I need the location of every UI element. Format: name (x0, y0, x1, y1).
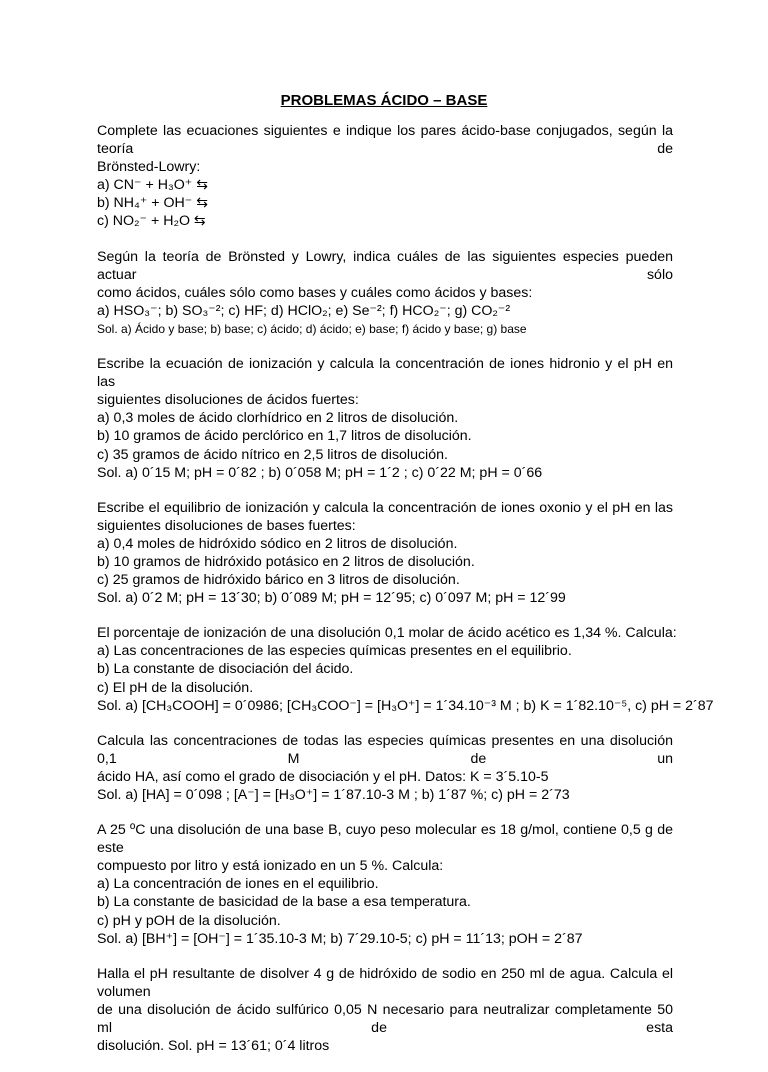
problem-line: Sol. a) [BH⁺] = [OH⁻] = 1´35.10-3 M; b) 7´29.10-5; c) pH = 11´13; pOH = 2´87 (97, 930, 583, 947)
problem-line: Escribe la ecuación de ionización y calcula la concentración de iones hidronio y el pH en las (97, 356, 673, 391)
problem-line: compuesto por litro y está ionizado en un 5 %. Calcula: (97, 858, 444, 875)
problem-line: b) NH₄⁺ + OH⁻ ⇆ (97, 195, 209, 212)
problem-line: c) pH y pOH de la disolución. (97, 912, 281, 929)
problem-4 (97, 499, 673, 608)
problem-line: a) CN⁻ + H₃O⁺ ⇆ (97, 177, 209, 194)
problem-line: Escribe el equilibrio de ionización y calcula la concentración de iones oxonio y el pH en las (97, 499, 673, 516)
problem-5 (97, 624, 714, 714)
problem-line: El porcentaje de ionización de una disolución 0,1 molar de ácido acético es 1,34 %. Calcula: (97, 625, 677, 642)
problem-line: b) La constante de disociación del ácido. (97, 661, 354, 678)
problem-line: Sol. a) 0´2 M; pH = 13´30; b) 0´089 M; pH = 12´95; c) 0´097 M; pH = 12´99 (97, 590, 566, 607)
document-body (97, 122, 714, 1072)
problem-line: c) NO₂⁻ + H₂O ⇆ (97, 213, 206, 230)
problem-line: Brönsted-Lowry: (97, 159, 201, 176)
problem-line: c) 25 gramos de hidróxido bárico en 3 litros de disolución. (97, 572, 460, 589)
problem-line: Sol. a) 0´15 M; pH = 0´82 ; b) 0´058 M; pH = 1´2 ; c) 0´22 M; pH = 0´66 (97, 464, 543, 481)
problem-line: a) Las concentraciones de las especies químicas presentes en el equilibrio. (97, 643, 572, 660)
page-title: PROBLEMAS ÁCIDO – BASE (280, 92, 488, 109)
problem-line: disolución. Sol. pH = 13´61; 0´4 litros (97, 1038, 330, 1055)
problem-3 (97, 355, 673, 482)
problem-1 (97, 122, 673, 231)
problem-line: a) 0,3 moles de ácido clorhídrico en 2 litros de disolución. (97, 410, 459, 427)
problem-line: ácido HA, así como el grado de disociación y el pH. Datos: K = 3´5.10-5 (97, 768, 549, 785)
problem-2 (97, 248, 673, 338)
problem-line: a) La concentración de iones en el equilibrio. (97, 876, 379, 893)
problem-line: como ácidos, cuáles sólo como bases y cuáles como ácidos y bases: (97, 284, 533, 301)
problem-line: Halla el pH resultante de disolver 4 g de hidróxido de sodio en 250 ml de agua. Calcula el volumen (97, 965, 673, 1000)
problem-line: c) El pH de la disolución. (97, 679, 254, 696)
problem-line: Sol. a) [HA] = 0´098 ; [A⁻] = [H₃O⁺] = 1´87.10-3 M ; b) 1´87 %; c) pH = 2´73 (97, 787, 570, 803)
problem-line: Sol. a) Ácido y base; b) base; c) ácido; d) ácido; e) base; f) ácido y base; g) base (97, 321, 527, 336)
problem-8 (97, 965, 673, 1055)
problem-line: Según la teoría de Brönsted y Lowry, indica cuáles de las siguientes especies pueden actuar sólo (97, 248, 673, 283)
problem-line: c) 35 gramos de ácido nítrico en 2,5 litros de disolución. (97, 446, 448, 463)
problem-line: siguientes disoluciones de ácidos fuertes: (97, 392, 359, 409)
problem-line: a) 0,4 moles de hidróxido sódico en 2 litros de disolución. (97, 535, 458, 552)
problem-line: A 25 ºC una disolución de una base B, cuyo peso molecular es 18 g/mol, contiene 0,5 g de este (97, 822, 673, 857)
problem-line: de una disolución de ácido sulfúrico 0,05 N necesario para neutralizar completamente 50 ml de esta (97, 1001, 673, 1037)
problem-line: Sol. a) [CH₃COOH] = 0´0986; [CH₃COO⁻] = [H₃O⁺] = 1´34.10⁻³ M ; b) K = 1´82.10⁻⁵, c) pH = 2´87 (97, 697, 714, 714)
problem-7 (97, 821, 673, 948)
problem-line: Calcula las concentraciones de todas las especies químicas presentes en una disolución 0,1 M de un (97, 732, 673, 767)
problem-line: b) 10 gramos de hidróxido potásico en 2 litros de disolución. (97, 553, 475, 570)
problem-6 (97, 732, 673, 804)
problem-line: b) 10 gramos de ácido perclórico en 1,7 litros de disolución. (97, 428, 472, 445)
problem-line: Complete las ecuaciones siguientes e indique los pares ácido-base conjugados, según la teoría de (97, 123, 673, 158)
problem-line: a) HSO₃⁻; b) SO₃⁻²; c) HF; d) HClO₂; e) Se⁻²; f) HCO₂⁻; g) CO₂⁻² (97, 302, 511, 319)
problem-line: siguientes disoluciones de bases fuertes: (97, 517, 356, 534)
problem-line: b) La constante de basicidad de la base a esa temperatura. (97, 894, 471, 911)
